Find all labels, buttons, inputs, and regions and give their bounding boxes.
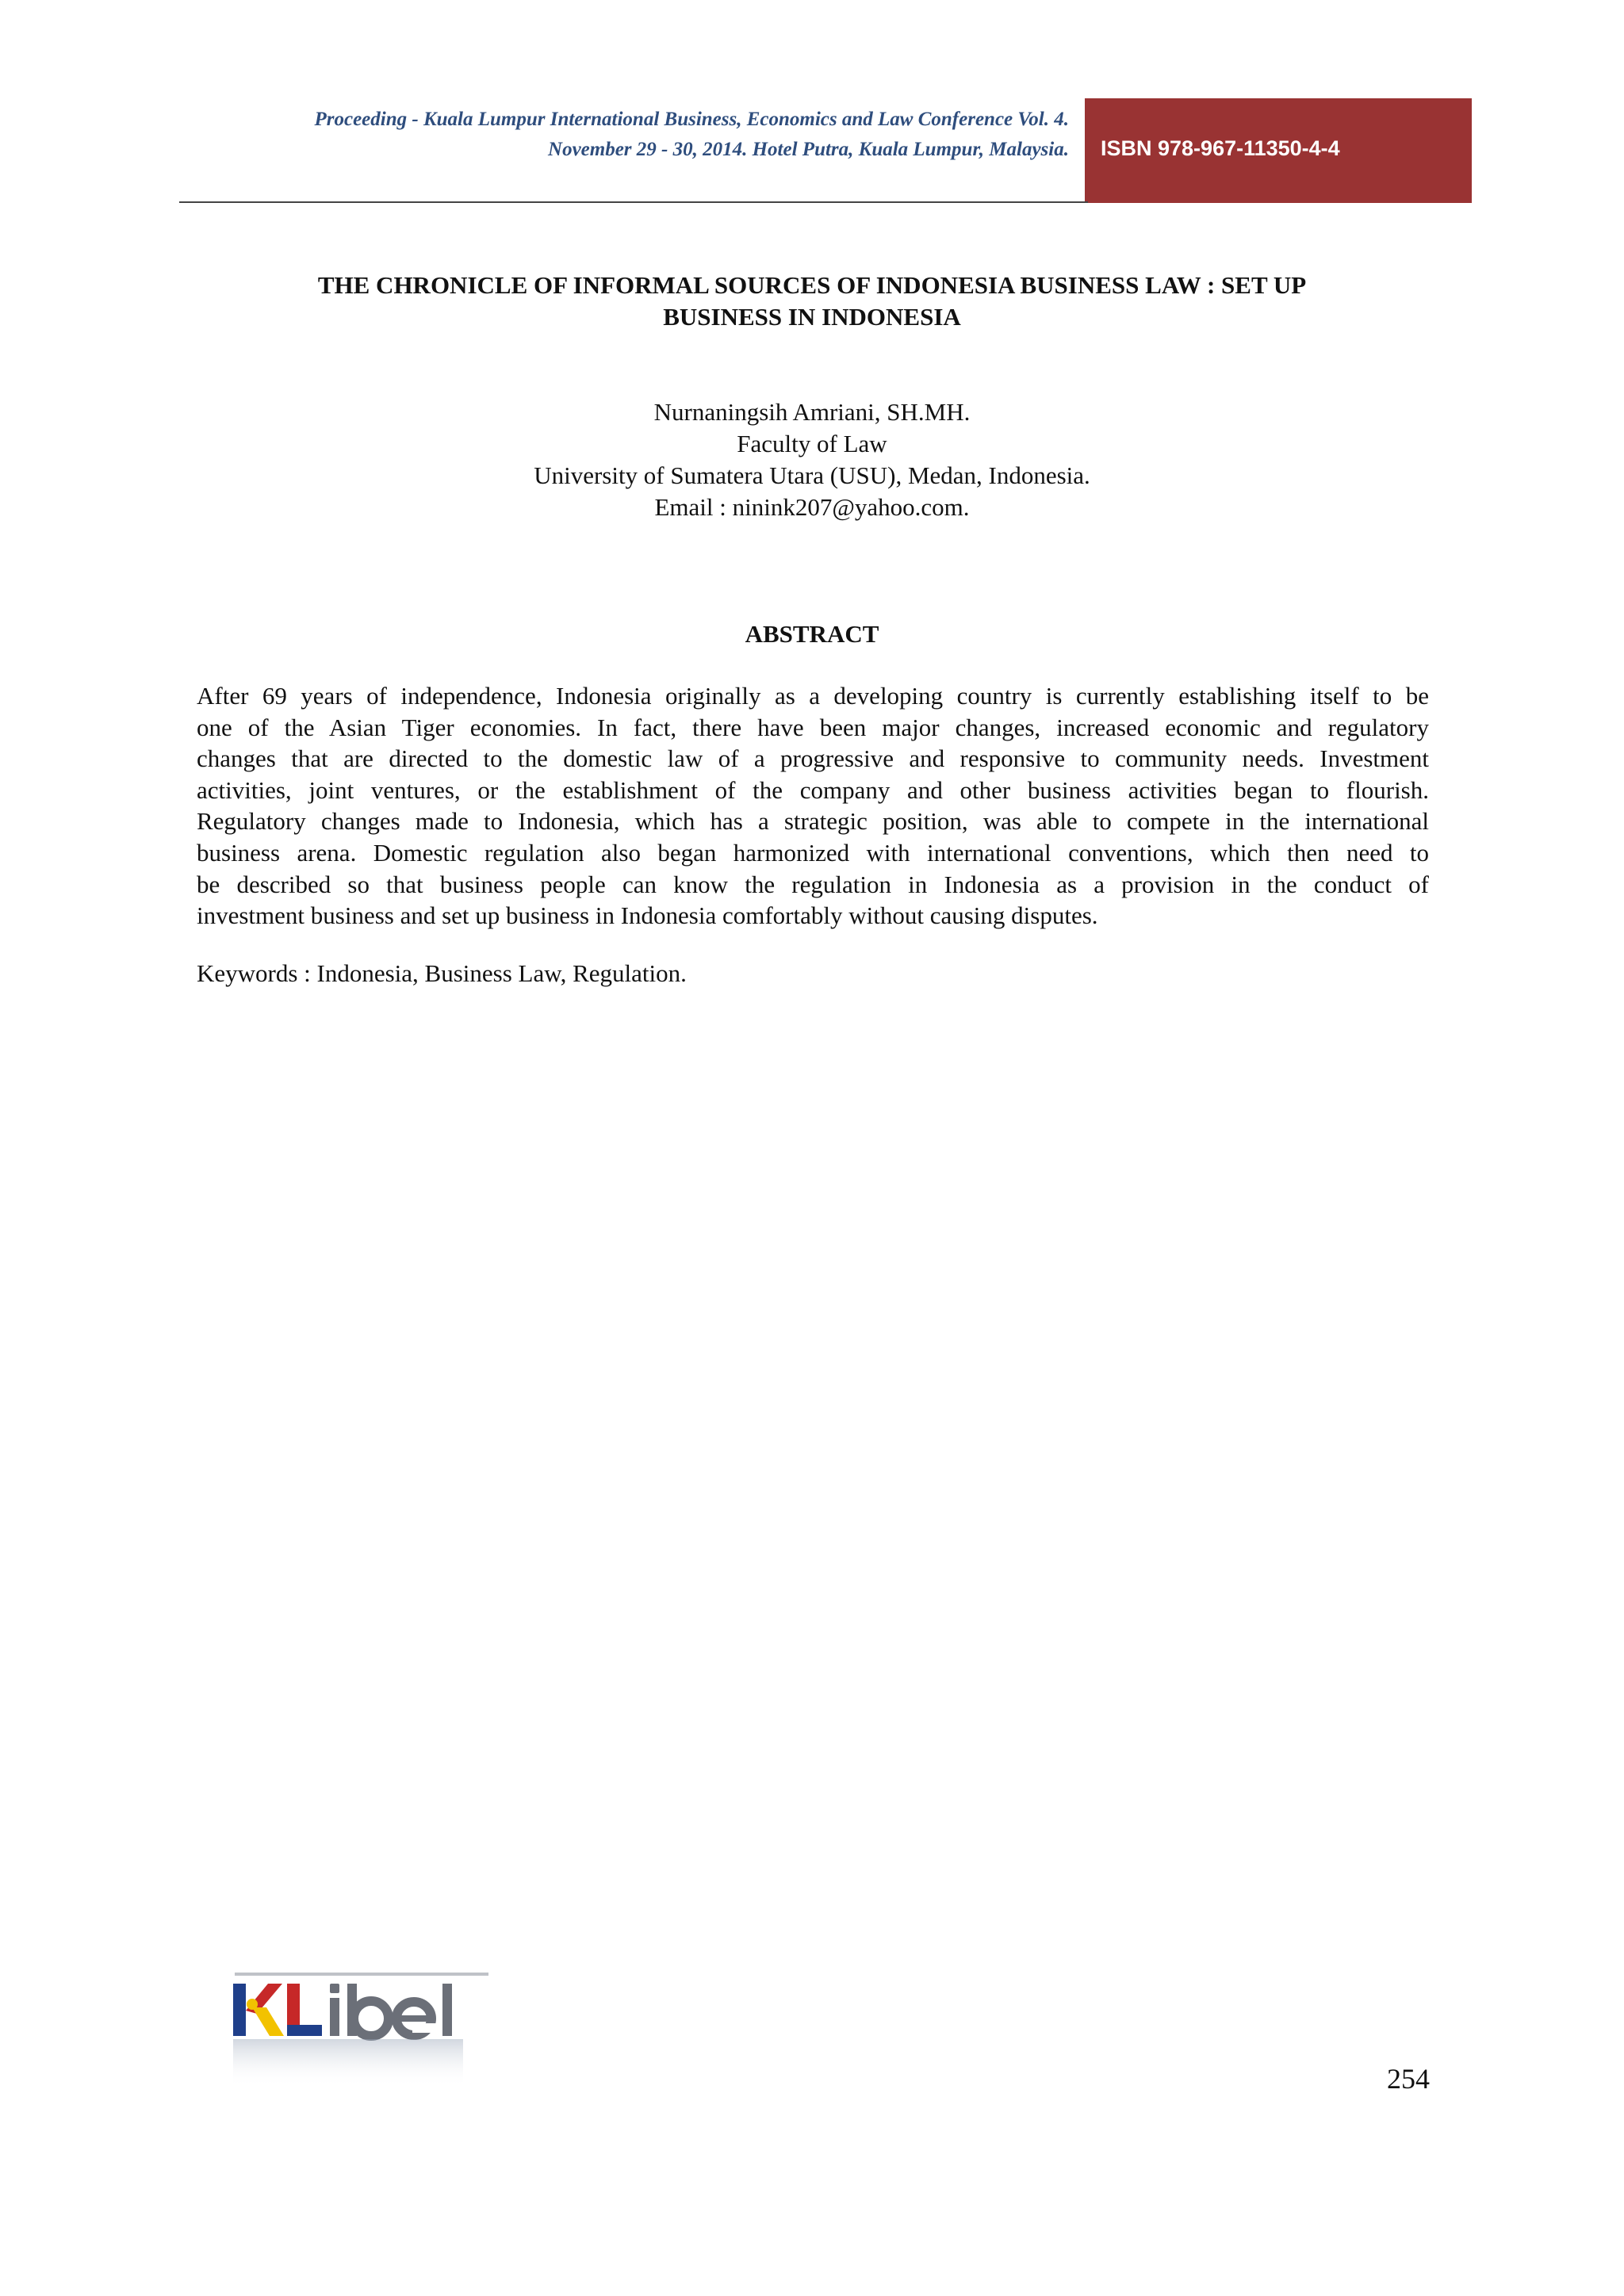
keywords: Keywords : Indonesia, Business Law, Regulation. [197, 959, 687, 987]
abstract-line: Regulatory changes made to Indonesia, which has a strategic position, was able to compete in the international [197, 807, 1429, 836]
header-divider [179, 201, 1088, 203]
proceeding-line-2: November 29 - 30, 2014. Hotel Putra, Kuala Lumpur, Malaysia. [548, 139, 1069, 160]
abstract-line: investment business and set up business in Indonesia comfortably without causing disputes. [197, 901, 1098, 930]
abstract-line: activities, joint ventures, or the establishment of the company and other business activities began to flourish. [197, 775, 1429, 804]
author-block [198, 396, 1426, 523]
abstract-line: After 69 years of independence, Indonesia originally as a developing country is currently establishing itself to be [197, 682, 1429, 710]
abstract-line: one of the Asian Tiger economies. In fact, there have been major changes, increased economic and regulatory [197, 713, 1429, 741]
abstract-line: be described so that business people can know the regulation in Indonesia as a provision in the conduct of [197, 870, 1429, 898]
author-university: University of Sumatera Utara (USU), Medan, Indonesia. [534, 461, 1090, 489]
author-name: Nurnaningsih Amriani, SH.MH. [653, 398, 971, 426]
abstract-body [197, 680, 1429, 932]
isbn-label: ISBN 978-967-11350-4-4 [1101, 136, 1340, 160]
abstract-line: changes that are directed to the domestic law of a progressive and responsive to community needs. Investment [197, 744, 1429, 773]
author-faculty: Faculty of Law [737, 430, 887, 457]
page-number: 254 [1387, 2063, 1430, 2095]
abstract-heading: ABSTRACT [745, 620, 879, 648]
author-email: Email : ninink207@yahoo.com. [654, 493, 970, 521]
klibel-logo [230, 1966, 500, 2093]
proceeding-line-1: Proceeding - Kuala Lumpur International Business, Economics and Law Conference Vol. 4. [314, 109, 1069, 130]
paper-title-line-1: THE CHRONICLE OF INFORMAL SOURCES OF INDONESIA BUSINESS LAW : SET UP [317, 271, 1307, 299]
proceeding-info [182, 105, 1069, 165]
isbn-badge [1085, 98, 1472, 203]
page-header [0, 0, 1624, 206]
abstract-line: business arena. Domestic regulation also began harmonized with international conventions, which then need to [197, 838, 1429, 867]
paper-title [198, 270, 1426, 333]
paper-title-line-2: BUSINESS IN INDONESIA [663, 303, 961, 331]
